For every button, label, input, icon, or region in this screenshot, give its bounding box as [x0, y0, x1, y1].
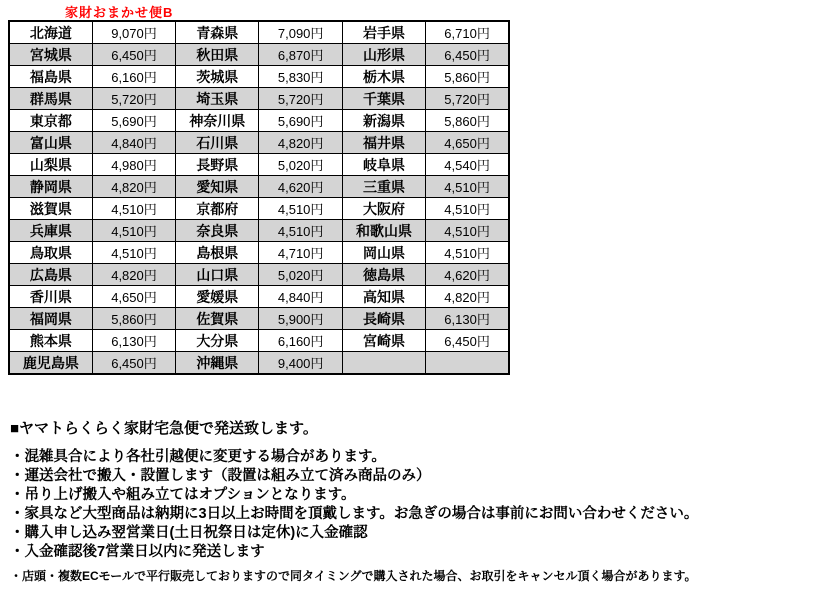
price-cell: 4,820円 [92, 264, 175, 286]
price-cell: 4,510円 [259, 198, 342, 220]
prefecture-cell: 三重県 [342, 176, 425, 198]
prefecture-cell: 群馬県 [9, 88, 92, 110]
table-row [9, 264, 509, 286]
fine-print-note: ・店頭・複数ECモールで平行販売しておりますので同タイミングで購入された場合、お取引をキャンセル頂く場合があります。 [10, 569, 697, 583]
prefecture-cell: 京都府 [176, 198, 259, 220]
prefecture-cell: 長崎県 [342, 308, 425, 330]
table-row [9, 308, 509, 330]
price-cell: 4,510円 [259, 220, 342, 242]
price-cell: 6,450円 [92, 44, 175, 66]
table-row [9, 286, 509, 308]
price-cell: 4,510円 [426, 198, 509, 220]
price-cell: 5,020円 [259, 264, 342, 286]
prefecture-cell: 岡山県 [342, 242, 425, 264]
price-cell: 4,820円 [259, 132, 342, 154]
note-item: ・入金確認後7営業日以内に発送します [10, 544, 265, 560]
table-row [9, 132, 509, 154]
notes-list [10, 448, 815, 562]
price-cell: 5,860円 [426, 66, 509, 88]
table-row [9, 242, 509, 264]
price-cell: 6,160円 [92, 66, 175, 88]
prefecture-cell: 佐賀県 [176, 308, 259, 330]
price-cell: 4,620円 [259, 176, 342, 198]
price-cell: 6,450円 [92, 352, 175, 375]
price-cell: 4,840円 [259, 286, 342, 308]
prefecture-cell: 石川県 [176, 132, 259, 154]
table-row [9, 176, 509, 198]
price-cell: 5,720円 [259, 88, 342, 110]
notes-heading: ■ヤマトらくらく家財宅急便で発送致します。 [10, 420, 318, 437]
prefecture-cell: 山口県 [176, 264, 259, 286]
note-item: ・運送会社で搬入・設置します（設置は組み立て済み商品のみ） [10, 468, 431, 484]
prefecture-cell: 山形県 [342, 44, 425, 66]
table-row [9, 352, 509, 375]
note-item: ・吊り上げ搬入や組み立てはオプションとなります。 [10, 487, 356, 503]
table-row [9, 44, 509, 66]
price-cell: 9,400円 [259, 352, 342, 375]
price-cell: 4,510円 [426, 220, 509, 242]
price-cell: 5,720円 [92, 88, 175, 110]
prefecture-cell: 大分県 [176, 330, 259, 352]
price-cell: 4,510円 [426, 242, 509, 264]
table-row [9, 330, 509, 352]
price-cell: 6,130円 [92, 330, 175, 352]
prefecture-cell: 青森県 [176, 21, 259, 44]
prefecture-cell: 広島県 [9, 264, 92, 286]
table-row [9, 21, 509, 44]
prefecture-cell: 熊本県 [9, 330, 92, 352]
price-cell [426, 352, 509, 375]
prefecture-cell: 岩手県 [342, 21, 425, 44]
price-cell: 6,130円 [426, 308, 509, 330]
table-row [9, 198, 509, 220]
price-cell: 4,620円 [426, 264, 509, 286]
price-cell: 4,650円 [426, 132, 509, 154]
note-item: ・購入申し込み翌営業日(土日祝祭日は定休)に入金確認 [10, 525, 368, 541]
prefecture-cell: 沖縄県 [176, 352, 259, 375]
shipping-plan-title: 家財おまかせ便B [65, 5, 174, 20]
prefecture-cell: 千葉県 [342, 88, 425, 110]
price-cell: 5,860円 [426, 110, 509, 132]
prefecture-cell: 和歌山県 [342, 220, 425, 242]
prefecture-cell: 秋田県 [176, 44, 259, 66]
prefecture-cell: 富山県 [9, 132, 92, 154]
price-cell: 5,900円 [259, 308, 342, 330]
prefecture-cell: 福岡県 [9, 308, 92, 330]
shipping-fee-table [8, 20, 510, 375]
prefecture-cell: 静岡県 [9, 176, 92, 198]
price-cell: 6,450円 [426, 44, 509, 66]
prefecture-cell: 山梨県 [9, 154, 92, 176]
prefecture-cell: 栃木県 [342, 66, 425, 88]
prefecture-cell: 東京都 [9, 110, 92, 132]
note-item: ・混雑具合により各社引越便に変更する場合があります。 [10, 449, 386, 465]
prefecture-cell: 宮崎県 [342, 330, 425, 352]
prefecture-cell: 新潟県 [342, 110, 425, 132]
price-cell: 9,070円 [92, 21, 175, 44]
prefecture-cell: 愛媛県 [176, 286, 259, 308]
shipping-table-body [9, 21, 509, 374]
prefecture-cell: 福島県 [9, 66, 92, 88]
note-item: ・家具など大型商品は納期に3日以上お時間を頂戴します。お急ぎの場合は事前にお問い合わせください。 [10, 506, 699, 522]
prefecture-cell: 鹿児島県 [9, 352, 92, 375]
price-cell: 4,820円 [426, 286, 509, 308]
table-row [9, 88, 509, 110]
price-cell: 6,160円 [259, 330, 342, 352]
prefecture-cell: 宮城県 [9, 44, 92, 66]
price-cell: 4,510円 [92, 220, 175, 242]
price-cell: 5,830円 [259, 66, 342, 88]
price-cell: 6,450円 [426, 330, 509, 352]
prefecture-cell: 滋賀県 [9, 198, 92, 220]
price-cell: 4,510円 [92, 242, 175, 264]
prefecture-cell: 兵庫県 [9, 220, 92, 242]
price-cell: 5,720円 [426, 88, 509, 110]
prefecture-cell: 岐阜県 [342, 154, 425, 176]
price-cell: 4,820円 [92, 176, 175, 198]
prefecture-cell: 香川県 [9, 286, 92, 308]
price-cell: 4,980円 [92, 154, 175, 176]
price-cell: 5,690円 [92, 110, 175, 132]
prefecture-cell: 茨城県 [176, 66, 259, 88]
prefecture-cell: 島根県 [176, 242, 259, 264]
price-cell: 6,870円 [259, 44, 342, 66]
table-row [9, 220, 509, 242]
price-cell: 4,650円 [92, 286, 175, 308]
price-cell: 4,840円 [92, 132, 175, 154]
price-cell: 6,710円 [426, 21, 509, 44]
price-cell: 4,510円 [426, 176, 509, 198]
price-cell: 4,540円 [426, 154, 509, 176]
prefecture-cell: 高知県 [342, 286, 425, 308]
prefecture-cell: 福井県 [342, 132, 425, 154]
price-cell: 4,510円 [92, 198, 175, 220]
table-row [9, 66, 509, 88]
price-cell: 5,020円 [259, 154, 342, 176]
table-row [9, 154, 509, 176]
table-row [9, 110, 509, 132]
price-cell: 5,690円 [259, 110, 342, 132]
prefecture-cell: 北海道 [9, 21, 92, 44]
price-cell: 4,710円 [259, 242, 342, 264]
price-cell: 5,860円 [92, 308, 175, 330]
prefecture-cell: 埼玉県 [176, 88, 259, 110]
prefecture-cell: 長野県 [176, 154, 259, 176]
notes-section [10, 417, 815, 584]
price-cell: 7,090円 [259, 21, 342, 44]
prefecture-cell [342, 352, 425, 375]
prefecture-cell: 奈良県 [176, 220, 259, 242]
prefecture-cell: 愛知県 [176, 176, 259, 198]
prefecture-cell: 徳島県 [342, 264, 425, 286]
prefecture-cell: 神奈川県 [176, 110, 259, 132]
prefecture-cell: 鳥取県 [9, 242, 92, 264]
prefecture-cell: 大阪府 [342, 198, 425, 220]
